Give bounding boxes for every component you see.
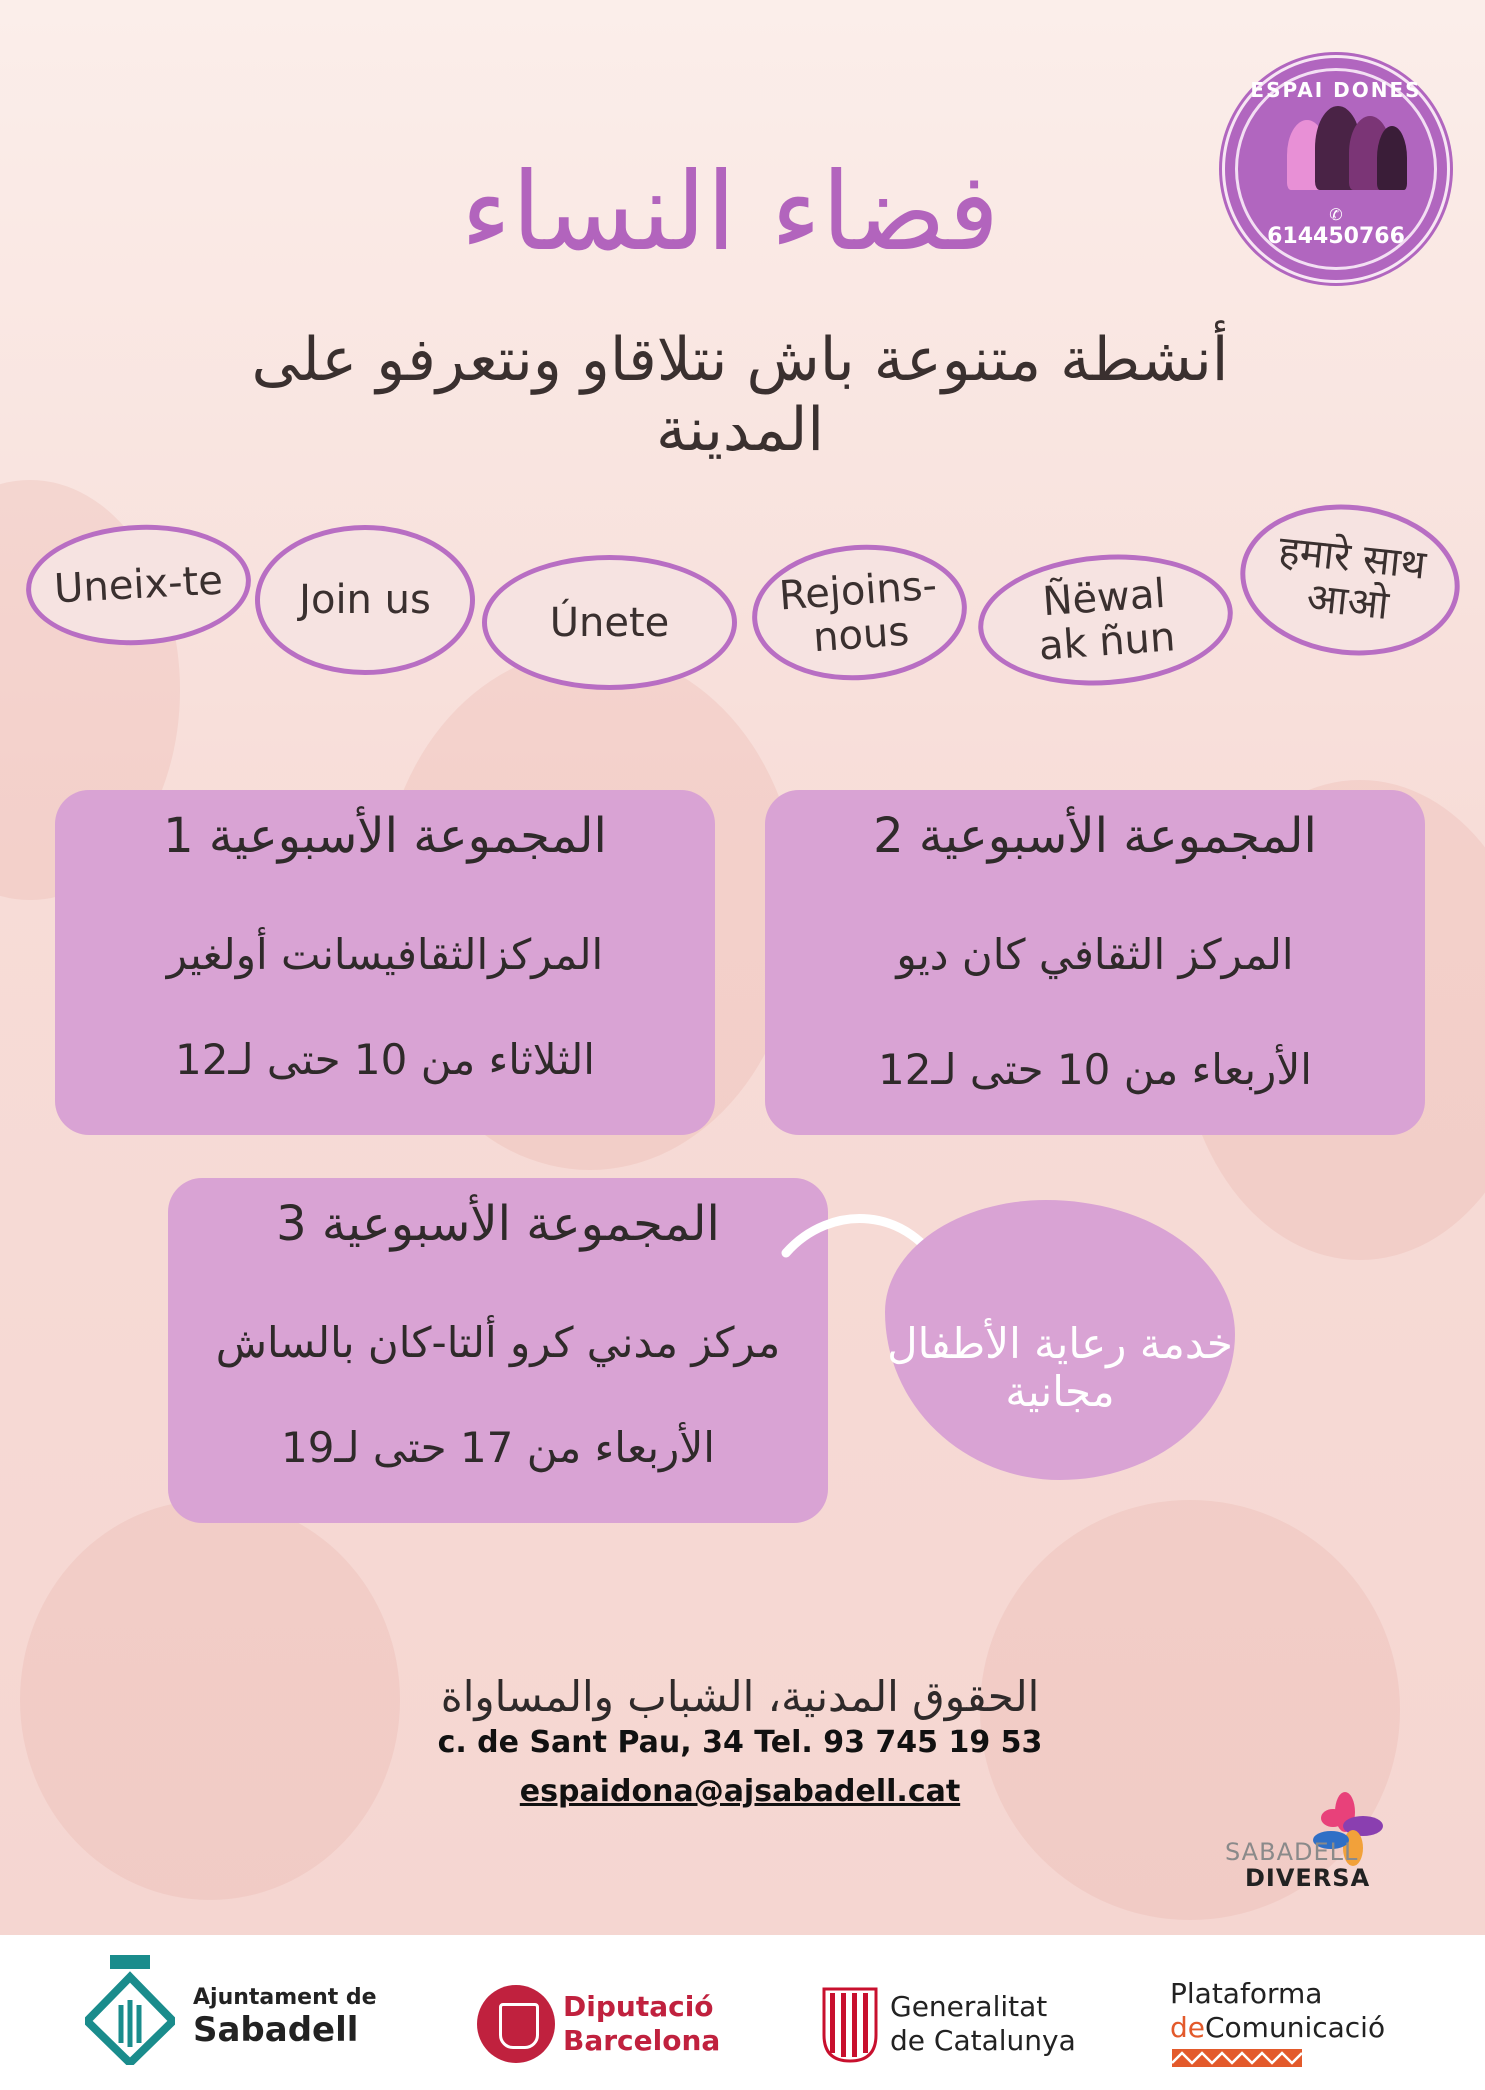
bubble-text: Join us bbox=[299, 577, 431, 623]
bubble-text: हमारे साथ आओ bbox=[1276, 527, 1429, 630]
diversa-text: DIVERSA bbox=[1245, 1864, 1371, 1892]
group-heading: المجموعة الأسبوعية 3 bbox=[276, 1196, 720, 1252]
espai-dones-logo bbox=[1222, 55, 1450, 283]
group-heading: المجموعة الأسبوعية 1 bbox=[163, 808, 607, 864]
group-place: المركزالثقافيسانت أولغير bbox=[166, 930, 604, 979]
bubble-text: Rejoins-nous bbox=[777, 562, 939, 661]
ajuntament-line1: Ajuntament de bbox=[193, 1985, 377, 2010]
ajuntament-line2: Sabadell bbox=[193, 2010, 359, 2050]
generalitat-line2: de Catalunya bbox=[890, 2024, 1076, 2057]
ajuntament-text bbox=[193, 1985, 377, 2049]
group-card-3 bbox=[168, 1178, 828, 1523]
plataforma-line1: Plataforma bbox=[1170, 1977, 1323, 2010]
speech-bubble-spanish bbox=[482, 555, 737, 690]
plataforma-comunicacio: Comunicació bbox=[1205, 2011, 1386, 2044]
sabadell-shield-icon bbox=[85, 1955, 175, 2065]
zigzag-pattern-icon bbox=[1172, 2049, 1302, 2067]
address: c. de Sant Pau, 34 Tel. 93 745 19 53 bbox=[437, 1725, 1043, 1760]
footer-logos bbox=[0, 1935, 1485, 2090]
logo-phone bbox=[1225, 206, 1447, 249]
department-name: الحقوق المدنية، الشباب والمساواة bbox=[440, 1672, 1040, 1721]
page-title: فضاء النساء bbox=[460, 150, 1000, 275]
diputacio-line2: Barcelona bbox=[563, 2024, 721, 2057]
speech-bubble-english bbox=[255, 525, 475, 675]
group-card-1 bbox=[55, 790, 715, 1135]
childcare-text: خدمة رعاية الأطفال مجانية bbox=[887, 1319, 1233, 1416]
group-card-2 bbox=[765, 790, 1425, 1135]
diputacio-text bbox=[563, 1990, 720, 2058]
group-place: المركز الثقافي كان ديو bbox=[896, 930, 1294, 979]
whatsapp-icon: ✆ bbox=[1329, 205, 1343, 224]
sabadell-diversa-logo bbox=[1225, 1790, 1375, 1900]
bubble-text: Ñëwal ak ñun bbox=[1037, 570, 1177, 670]
logo-phone-number: 614450766 bbox=[1267, 224, 1405, 249]
logo-figure bbox=[1377, 126, 1407, 190]
plataforma-de: de bbox=[1170, 2011, 1205, 2044]
bubble-text: Únete bbox=[549, 599, 670, 646]
plataforma-text bbox=[1170, 1977, 1385, 2045]
plataforma-line2 bbox=[1170, 2011, 1385, 2045]
generalitat-line1: Generalitat bbox=[890, 1990, 1048, 2023]
group-time: الأربعاء من 17 حتى لـ19 bbox=[281, 1423, 715, 1472]
logo-title: ESPAI DONES bbox=[1250, 78, 1422, 102]
bubble-text: Uneix-te bbox=[53, 557, 224, 613]
sabadell-text: SABADELL bbox=[1225, 1838, 1359, 1866]
group-place: مركز مدني كرو ألتا-كان بالساش bbox=[215, 1318, 781, 1367]
diputacio-logo-icon bbox=[477, 1985, 555, 2063]
generalitat-logo-icon bbox=[822, 1987, 878, 2063]
email-link[interactable]: espaidona@ajsabadell.cat bbox=[519, 1774, 961, 1809]
group-time: الأربعاء من 10 حتى لـ12 bbox=[878, 1045, 1312, 1094]
page-subtitle: أنشطة متنوعة باش نتلاقاو ونتعرفو على المدينة bbox=[251, 325, 1229, 465]
group-heading: المجموعة الأسبوعية 2 bbox=[873, 808, 1317, 864]
group-time: الثلاثاء من 10 حتى لـ12 bbox=[175, 1035, 595, 1084]
generalitat-text bbox=[890, 1990, 1076, 2058]
diputacio-line1: Diputació bbox=[563, 1990, 714, 2023]
